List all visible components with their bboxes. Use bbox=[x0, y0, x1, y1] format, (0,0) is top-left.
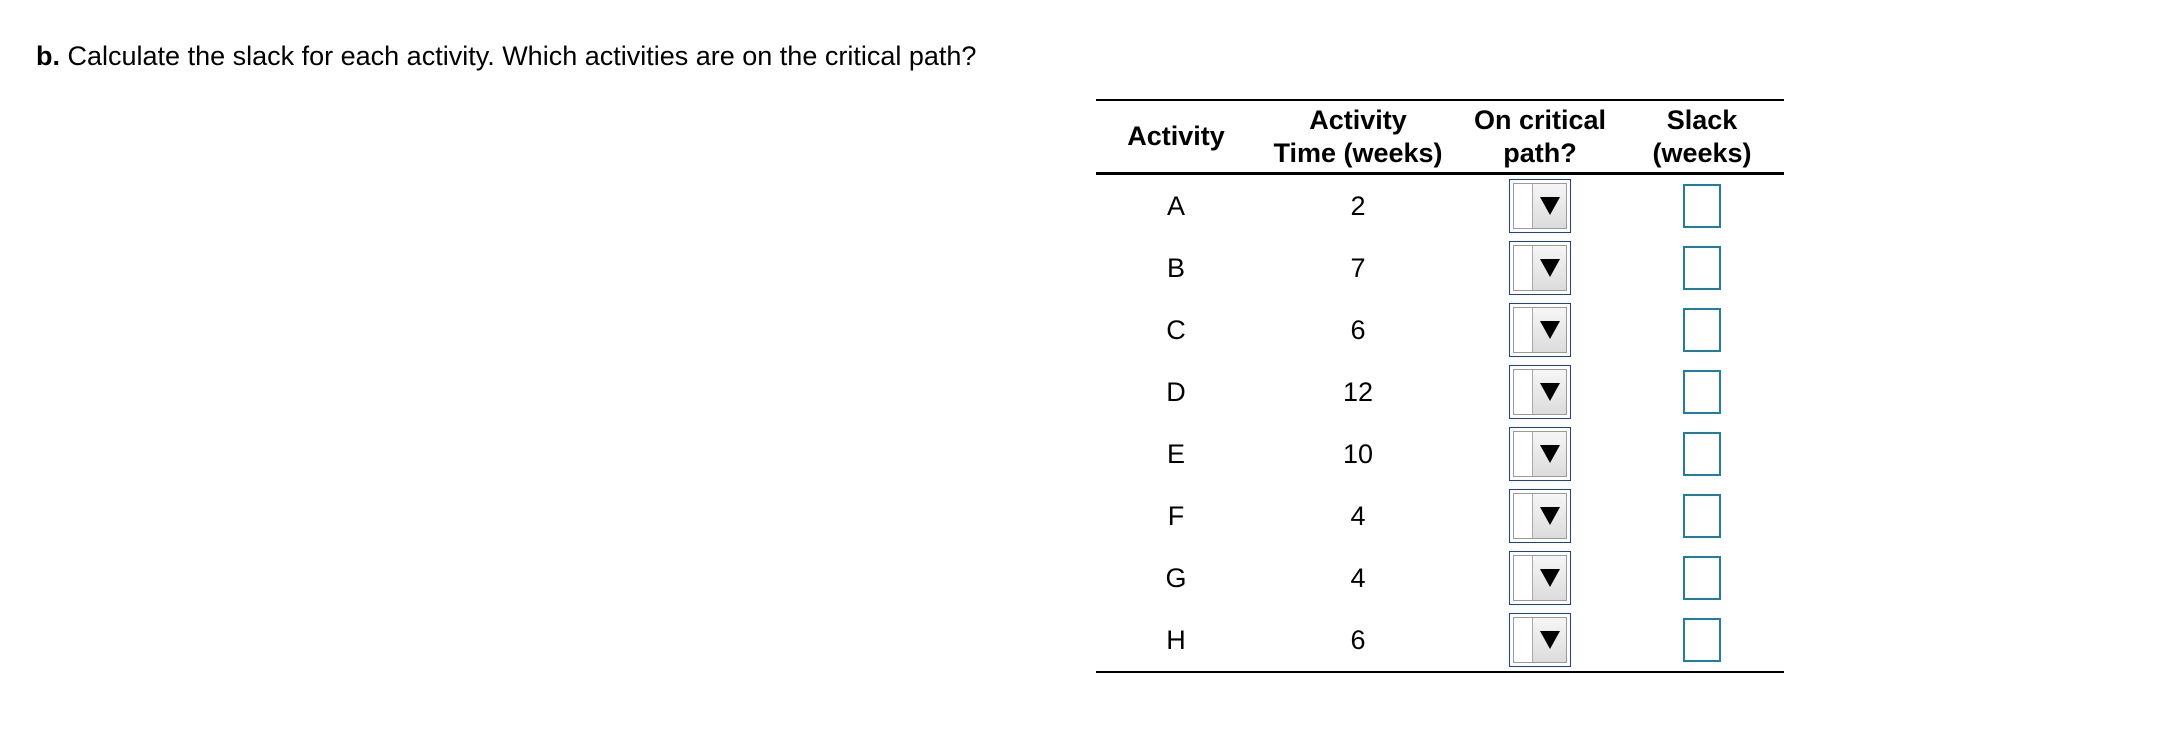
slack-input[interactable] bbox=[1683, 308, 1721, 352]
dropdown-field bbox=[1513, 369, 1567, 415]
slack-input[interactable] bbox=[1683, 432, 1721, 476]
activity-cell bbox=[1096, 609, 1256, 671]
critical-path-cell bbox=[1460, 299, 1620, 361]
activity-time: 4 bbox=[1350, 562, 1366, 593]
dropdown-button[interactable] bbox=[1532, 184, 1566, 228]
activity-cell bbox=[1096, 299, 1256, 361]
activity-time: 4 bbox=[1350, 500, 1366, 531]
activity-cell bbox=[1096, 237, 1256, 299]
activity-cell bbox=[1096, 485, 1256, 547]
activity-cell bbox=[1096, 547, 1256, 609]
triangle-down-icon bbox=[1540, 259, 1560, 277]
critical-path-cell bbox=[1460, 423, 1620, 485]
dropdown-button[interactable] bbox=[1532, 618, 1566, 662]
critical-path-dropdown[interactable] bbox=[1509, 365, 1571, 419]
slack-cell bbox=[1620, 485, 1784, 547]
slack-cell bbox=[1620, 175, 1784, 237]
dropdown-field bbox=[1513, 431, 1567, 477]
table-row bbox=[1096, 237, 1784, 299]
triangle-down-icon bbox=[1540, 507, 1560, 525]
critical-path-cell bbox=[1460, 485, 1620, 547]
activity-name: E bbox=[1166, 438, 1185, 469]
activity-time-cell bbox=[1256, 361, 1460, 423]
slack-input[interactable] bbox=[1683, 184, 1721, 228]
slack-input[interactable] bbox=[1683, 556, 1721, 600]
activity-cell bbox=[1096, 175, 1256, 237]
dropdown-button[interactable] bbox=[1532, 370, 1566, 414]
triangle-down-icon bbox=[1540, 631, 1560, 649]
header-critical-line1: On critical bbox=[1473, 104, 1607, 135]
slack-input[interactable] bbox=[1683, 370, 1721, 414]
critical-path-dropdown[interactable] bbox=[1509, 489, 1571, 543]
activity-time-cell bbox=[1256, 237, 1460, 299]
activity-name: A bbox=[1166, 190, 1185, 221]
activity-time-cell bbox=[1256, 423, 1460, 485]
slack-input[interactable] bbox=[1683, 494, 1721, 538]
table-row bbox=[1096, 175, 1784, 237]
table-row bbox=[1096, 423, 1784, 485]
slack-cell bbox=[1620, 547, 1784, 609]
dropdown-button[interactable] bbox=[1532, 246, 1566, 290]
critical-path-dropdown[interactable] bbox=[1509, 427, 1571, 481]
critical-path-cell bbox=[1460, 237, 1620, 299]
critical-path-dropdown[interactable] bbox=[1509, 551, 1571, 605]
header-activity-label: Activity bbox=[1127, 121, 1225, 151]
activity-name: D bbox=[1166, 376, 1186, 407]
dropdown-field bbox=[1513, 617, 1567, 663]
activity-cell bbox=[1096, 423, 1256, 485]
activity-time-cell bbox=[1256, 547, 1460, 609]
question-text bbox=[36, 38, 976, 74]
header-slack-line2: (weeks) bbox=[1652, 137, 1752, 168]
header-time-line1: Activity bbox=[1309, 104, 1407, 135]
table-row bbox=[1096, 361, 1784, 423]
activity-name: B bbox=[1166, 252, 1185, 283]
critical-path-cell bbox=[1460, 609, 1620, 671]
table-header bbox=[1096, 101, 1784, 175]
activity-time-cell bbox=[1256, 485, 1460, 547]
header-critical-line2: path? bbox=[1503, 137, 1577, 168]
header-critical-path bbox=[1460, 101, 1620, 172]
dropdown-button[interactable] bbox=[1532, 308, 1566, 352]
dropdown-field bbox=[1513, 307, 1567, 353]
slack-input[interactable] bbox=[1683, 246, 1721, 290]
activity-time-cell bbox=[1256, 299, 1460, 361]
activity-time: 12 bbox=[1342, 376, 1374, 407]
critical-path-dropdown[interactable] bbox=[1509, 241, 1571, 295]
question-body: Calculate the slack for each activity. Which activities are on the critical path? bbox=[60, 41, 977, 71]
triangle-down-icon bbox=[1540, 383, 1560, 401]
table-row bbox=[1096, 547, 1784, 609]
critical-path-cell bbox=[1460, 175, 1620, 237]
activity-name: F bbox=[1167, 500, 1185, 531]
dropdown-field bbox=[1513, 555, 1567, 601]
critical-path-dropdown[interactable] bbox=[1509, 613, 1571, 667]
table-body bbox=[1096, 175, 1784, 671]
header-slack-line1: Slack bbox=[1666, 104, 1738, 135]
table-row bbox=[1096, 299, 1784, 361]
header-activity-time bbox=[1256, 101, 1460, 172]
slack-cell bbox=[1620, 423, 1784, 485]
slack-cell bbox=[1620, 299, 1784, 361]
table-row bbox=[1096, 609, 1784, 671]
activity-cell bbox=[1096, 361, 1256, 423]
activity-name: C bbox=[1166, 314, 1186, 345]
dropdown-field bbox=[1513, 183, 1567, 229]
critical-path-dropdown[interactable] bbox=[1509, 303, 1571, 357]
question-label: b. bbox=[36, 41, 60, 71]
activity-time: 6 bbox=[1350, 624, 1366, 655]
activity-name: H bbox=[1166, 624, 1186, 655]
activity-time: 2 bbox=[1350, 190, 1366, 221]
activity-time-cell bbox=[1256, 609, 1460, 671]
activity-time-cell bbox=[1256, 175, 1460, 237]
dropdown-field bbox=[1513, 493, 1567, 539]
slack-cell bbox=[1620, 237, 1784, 299]
activity-time: 7 bbox=[1350, 252, 1366, 283]
activity-name: G bbox=[1165, 562, 1187, 593]
table-row bbox=[1096, 485, 1784, 547]
triangle-down-icon bbox=[1540, 445, 1560, 463]
triangle-down-icon bbox=[1540, 569, 1560, 587]
slack-cell bbox=[1620, 361, 1784, 423]
activity-time: 10 bbox=[1342, 438, 1374, 469]
critical-path-cell bbox=[1460, 547, 1620, 609]
activity-table bbox=[1096, 99, 1784, 673]
dropdown-field bbox=[1513, 245, 1567, 291]
header-time-line2: Time (weeks) bbox=[1273, 137, 1443, 168]
header-activity bbox=[1096, 101, 1256, 172]
critical-path-cell bbox=[1460, 361, 1620, 423]
dropdown-button[interactable] bbox=[1532, 494, 1566, 538]
header-slack bbox=[1620, 101, 1784, 172]
dropdown-button[interactable] bbox=[1532, 432, 1566, 476]
slack-cell bbox=[1620, 609, 1784, 671]
activity-time: 6 bbox=[1350, 314, 1366, 345]
triangle-down-icon bbox=[1540, 321, 1560, 339]
triangle-down-icon bbox=[1540, 197, 1560, 215]
slack-input[interactable] bbox=[1683, 618, 1721, 662]
critical-path-dropdown[interactable] bbox=[1509, 179, 1571, 233]
dropdown-button[interactable] bbox=[1532, 556, 1566, 600]
